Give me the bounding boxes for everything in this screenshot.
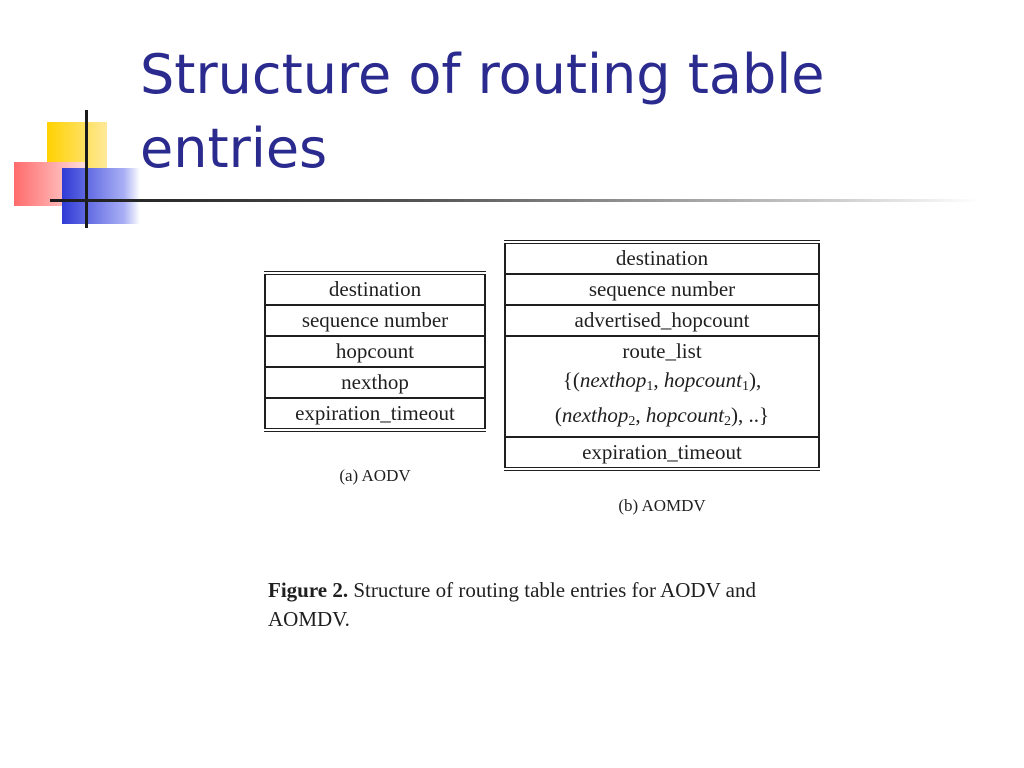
decor-vertical-line <box>85 110 88 228</box>
route-list-line-1: {(nexthop$_1$, hopcount$_1$), <box>562 368 762 394</box>
aomdv-row-destination: destination <box>505 242 819 274</box>
aodv-row-nexthop: nexthop <box>265 367 485 398</box>
aomdv-caption: (b) AOMDV <box>618 496 706 515</box>
aodv-row-expiration-timeout: expiration_timeout <box>265 398 485 430</box>
aodv-row-destination: destination <box>265 273 485 305</box>
route-list-label: route_list <box>622 339 702 363</box>
aomdv-row-sequence-number: sequence number <box>505 274 819 305</box>
aodv-caption: (a) AODV <box>339 466 411 485</box>
figure-caption-text: Structure of routing table entries for AODV and AOMDV. <box>268 578 756 631</box>
figure-caption <box>268 576 828 634</box>
aomdv-row-route-list <box>505 336 819 437</box>
aodv-row-sequence-number: sequence number <box>265 305 485 336</box>
aomdv-row-expiration-timeout: expiration_timeout <box>505 437 819 469</box>
slide-title: Structure of routing table entries <box>140 43 825 180</box>
figure-label: Figure 2. <box>268 578 349 602</box>
aomdv-row-advertised-hopcount: advertised_hopcount <box>505 305 819 336</box>
decor-blue-square <box>62 168 140 224</box>
title-underline <box>50 199 980 202</box>
aodv-table <box>264 271 486 432</box>
aodv-row-hopcount: hopcount <box>265 336 485 367</box>
aomdv-table <box>504 240 820 471</box>
route-list-line-2: (nexthop$_2$, hopcount$_2$), ..} <box>554 403 770 429</box>
